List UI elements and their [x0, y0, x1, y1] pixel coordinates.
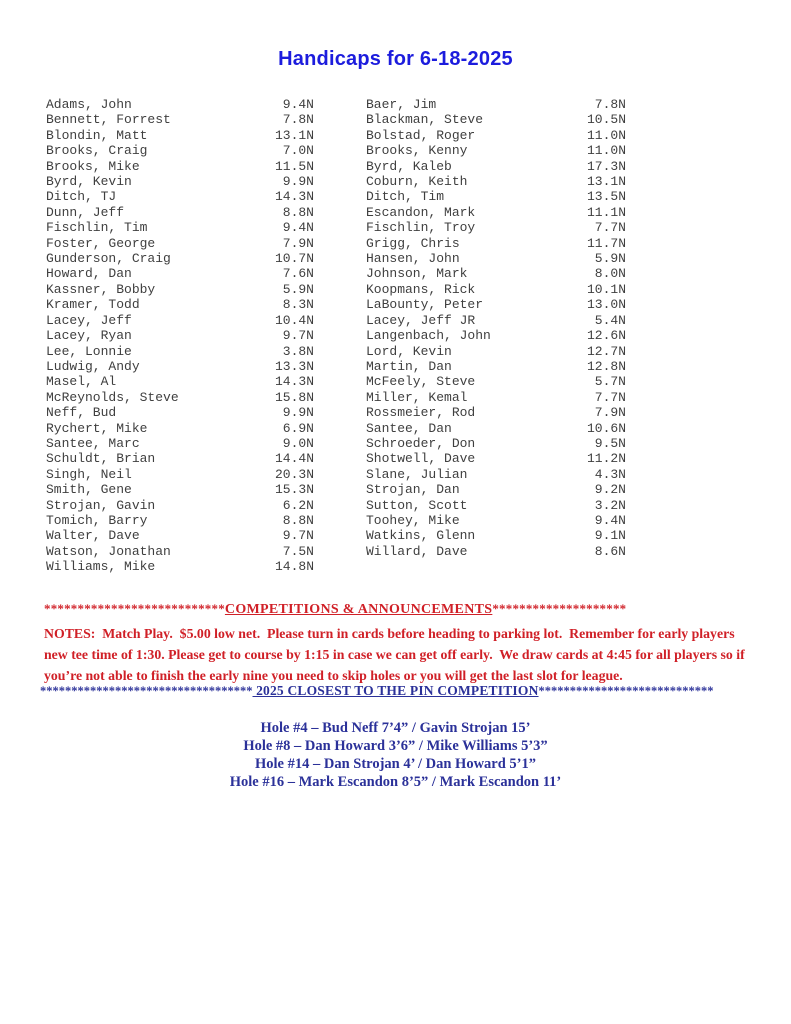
handicap-row	[46, 143, 314, 158]
player-name: Baer, Jim	[366, 97, 437, 112]
handicap-column-right	[366, 97, 626, 575]
handicap-row	[46, 421, 314, 436]
handicap-value: 8.8N	[282, 512, 314, 528]
player-name: Shotwell, Dave	[366, 451, 476, 467]
handicap-row	[46, 390, 314, 405]
handicap-row	[46, 482, 314, 497]
pin-result-line: Hole #8 – Dan Howard 3’6” / Mike Williams 5’3”	[243, 738, 548, 754]
player-name: Slane, Julian	[366, 466, 468, 482]
handicap-row	[366, 482, 626, 497]
player-name: Fischlin, Tim	[46, 220, 148, 236]
handicap-row	[366, 528, 626, 543]
handicap-row	[366, 128, 626, 143]
handicap-row	[46, 189, 314, 204]
pin-result-line: Hole #14 – Dan Strojan 4’ / Dan Howard 5’1”	[254, 756, 536, 772]
handicap-value: 8.0N	[594, 266, 626, 282]
notes-paragraph: NOTES: Match Play. $5.00 low net. Please turn in cards before heading to parking lot. Remember for early players new tee time of 1:30. Please get to course by 1:15 in case we can get off early. We draw cards at 4:45 for all players so if you’re not able to finish the early nine you need to skip holes or you will get the last slot for league.	[44, 626, 749, 683]
handicap-row	[46, 498, 314, 513]
handicap-value: 4.3N	[594, 466, 626, 482]
handicap-row	[366, 328, 626, 343]
handicap-row	[46, 374, 314, 389]
handicap-value: 10.1N	[586, 281, 626, 297]
handicap-value: 9.4N	[282, 220, 314, 236]
handicap-value: 13.5N	[586, 189, 626, 205]
stars-right: ********************	[492, 601, 627, 616]
pin-competition-heading: 2025 CLOSEST TO THE PIN COMPETITION	[252, 683, 539, 698]
player-name: McFeely, Steve	[366, 374, 476, 390]
handicap-value: 6.9N	[282, 420, 314, 436]
handicap-value: 5.7N	[594, 374, 626, 390]
player-name: Ditch, Tim	[366, 189, 445, 205]
handicap-row	[46, 405, 314, 420]
player-name: Singh, Neil	[46, 466, 132, 482]
handicap-row	[46, 97, 314, 112]
handicap-row	[46, 451, 314, 466]
player-name: Byrd, Kaleb	[366, 158, 452, 174]
handicap-value: 20.3N	[274, 466, 314, 482]
handicap-row	[46, 251, 314, 266]
handicap-row	[366, 174, 626, 189]
handicap-value: 9.2N	[594, 482, 626, 498]
player-name: Lee, Lonnie	[46, 343, 132, 359]
handicap-row	[46, 159, 314, 174]
handicap-row	[366, 421, 626, 436]
player-name: McReynolds, Steve	[46, 389, 179, 405]
handicap-row	[46, 282, 314, 297]
player-name: Strojan, Dan	[366, 482, 460, 498]
handicap-value: 7.9N	[594, 405, 626, 421]
handicap-row	[366, 97, 626, 112]
handicap-row	[46, 344, 314, 359]
handicap-row	[366, 251, 626, 266]
handicap-row	[366, 544, 626, 559]
stars-left: **********************************	[40, 684, 253, 698]
player-name: Ditch, TJ	[46, 189, 117, 205]
handicap-row	[366, 112, 626, 127]
handicap-value: 12.7N	[586, 343, 626, 359]
handicap-value: 7.7N	[594, 220, 626, 236]
handicap-row	[46, 297, 314, 312]
handicap-value: 9.9N	[282, 405, 314, 421]
player-name: Fischlin, Troy	[366, 220, 476, 236]
handicap-value: 5.4N	[594, 312, 626, 328]
player-name: Schroeder, Don	[366, 435, 476, 451]
player-name: Lord, Kevin	[366, 343, 452, 359]
handicap-value: 10.4N	[274, 312, 314, 328]
handicap-row	[46, 328, 314, 343]
player-name: LaBounty, Peter	[366, 297, 484, 313]
handicap-row	[46, 174, 314, 189]
handicap-value: 3.2N	[594, 497, 626, 513]
handicap-value: 9.0N	[282, 435, 314, 451]
handicap-row	[46, 436, 314, 451]
handicap-value: 15.8N	[274, 389, 314, 405]
competitions-section	[44, 601, 758, 686]
player-name: Tomich, Barry	[46, 512, 148, 528]
stars-left: ***************************	[44, 601, 225, 616]
handicap-value: 8.8N	[282, 204, 314, 220]
handicap-row	[366, 282, 626, 297]
handicap-row	[366, 390, 626, 405]
handicap-row	[366, 189, 626, 204]
handicap-row	[366, 159, 626, 174]
handicap-value: 14.4N	[274, 451, 314, 467]
player-name: Neff, Bud	[46, 405, 117, 421]
player-name: Strojan, Gavin	[46, 497, 156, 513]
player-name: Rychert, Mike	[46, 420, 148, 436]
player-name: Byrd, Kevin	[46, 174, 132, 190]
handicap-value: 10.6N	[586, 420, 626, 436]
player-name: Lacey, Jeff	[46, 312, 132, 328]
handicap-row	[46, 359, 314, 374]
handicap-value: 13.1N	[274, 127, 314, 143]
player-name: Johnson, Mark	[366, 266, 468, 282]
handicap-row	[366, 205, 626, 220]
handicap-row	[366, 344, 626, 359]
handicap-row	[366, 498, 626, 513]
handicap-value: 9.1N	[594, 528, 626, 544]
player-name: Lacey, Jeff JR	[366, 312, 476, 328]
handicap-row	[46, 528, 314, 543]
player-name: Coburn, Keith	[366, 174, 468, 190]
competitions-heading: COMPETITIONS & ANNOUNCEMENTS	[224, 602, 493, 617]
player-name: Williams, Mike	[46, 559, 156, 575]
player-name: Watson, Jonathan	[46, 543, 171, 559]
player-name: Brooks, Craig	[46, 143, 148, 159]
handicap-row	[366, 467, 626, 482]
handicap-value: 9.7N	[282, 528, 314, 544]
handicap-value: 11.0N	[586, 127, 626, 143]
handicap-row	[46, 266, 314, 281]
pin-result-line: Hole #4 – Bud Neff 7’4” / Gavin Strojan 15’	[260, 720, 531, 736]
handicap-row	[46, 467, 314, 482]
player-name: Brooks, Mike	[46, 158, 140, 174]
handicap-row	[46, 544, 314, 559]
player-name: Blackman, Steve	[366, 112, 484, 128]
pin-results	[0, 719, 791, 791]
pin-result-line: Hole #16 – Mark Escandon 8’5” / Mark Escandon 11’	[229, 774, 562, 790]
handicap-value: 8.6N	[594, 543, 626, 559]
player-name: Bolstad, Roger	[366, 127, 476, 143]
handicap-value: 9.5N	[594, 435, 626, 451]
player-name: Masel, Al	[46, 374, 117, 390]
handicap-value: 9.4N	[594, 512, 626, 528]
player-name: Toohey, Mike	[366, 512, 460, 528]
player-name: Santee, Dan	[366, 420, 452, 436]
handicap-value: 10.7N	[274, 251, 314, 267]
player-name: Lacey, Ryan	[46, 328, 132, 344]
handicap-value: 7.7N	[594, 389, 626, 405]
handicap-row	[46, 559, 314, 574]
handicap-row	[366, 436, 626, 451]
handicap-value: 11.5N	[274, 158, 314, 174]
player-name: Smith, Gene	[46, 482, 132, 498]
handicap-value: 7.8N	[282, 112, 314, 128]
player-name: Willard, Dave	[366, 543, 468, 559]
handicap-value: 5.9N	[594, 251, 626, 267]
handicap-row	[46, 220, 314, 235]
player-name: Rossmeier, Rod	[366, 405, 476, 421]
handicap-row	[366, 405, 626, 420]
player-name: Gunderson, Craig	[46, 251, 171, 267]
handicap-row	[366, 143, 626, 158]
handicap-value: 12.6N	[586, 328, 626, 344]
handicap-value: 13.0N	[586, 297, 626, 313]
player-name: Kassner, Bobby	[46, 281, 156, 297]
player-name: Dunn, Jeff	[46, 204, 125, 220]
player-name: Walter, Dave	[46, 528, 140, 544]
player-name: Adams, John	[46, 97, 132, 112]
handicap-value: 7.9N	[282, 235, 314, 251]
player-name: Santee, Marc	[46, 435, 140, 451]
handicap-value: 14.3N	[274, 374, 314, 390]
player-name: Foster, George	[46, 235, 156, 251]
handicap-row	[46, 313, 314, 328]
handicap-value: 13.1N	[586, 174, 626, 190]
page-title: Handicaps for 6-18-2025	[278, 48, 513, 70]
handicap-value: 7.6N	[282, 266, 314, 282]
player-name: Blondin, Matt	[46, 127, 148, 143]
player-name: Grigg, Chris	[366, 235, 460, 251]
handicap-row	[366, 236, 626, 251]
handicap-value: 9.4N	[282, 97, 314, 112]
player-name: Ludwig, Andy	[46, 358, 140, 374]
handicap-list	[46, 97, 626, 575]
stars-right: ****************************	[538, 684, 714, 698]
handicap-row	[46, 513, 314, 528]
handicap-value: 11.7N	[586, 235, 626, 251]
handicap-value: 6.2N	[282, 497, 314, 513]
player-name: Brooks, Kenny	[366, 143, 468, 159]
player-name: Sutton, Scott	[366, 497, 468, 513]
player-name: Martin, Dan	[366, 358, 452, 374]
handicap-row	[366, 313, 626, 328]
player-name: Miller, Kemal	[366, 389, 468, 405]
handicap-row	[46, 236, 314, 251]
handicap-row	[366, 297, 626, 312]
handicap-row	[46, 205, 314, 220]
handicap-column-left	[46, 97, 314, 575]
handicap-value: 11.2N	[586, 451, 626, 467]
handicap-row	[366, 451, 626, 466]
handicap-value: 7.8N	[594, 97, 626, 112]
handicap-row	[46, 128, 314, 143]
player-name: Howard, Dan	[46, 266, 132, 282]
handicap-value: 8.3N	[282, 297, 314, 313]
handicap-value: 3.8N	[282, 343, 314, 359]
handicap-row	[366, 359, 626, 374]
handicap-value: 11.1N	[586, 204, 626, 220]
player-name: Escandon, Mark	[366, 204, 476, 220]
player-name: Hansen, John	[366, 251, 460, 267]
handicap-value: 14.8N	[274, 559, 314, 575]
handicap-value: 11.0N	[586, 143, 626, 159]
player-name: Koopmans, Rick	[366, 281, 476, 297]
handicap-row	[366, 266, 626, 281]
handicap-value: 10.5N	[586, 112, 626, 128]
competitions-heading-line	[44, 601, 758, 618]
handicap-value: 7.0N	[282, 143, 314, 159]
handicap-value: 7.5N	[282, 543, 314, 559]
handicap-value: 13.3N	[274, 358, 314, 374]
handicap-row	[46, 112, 314, 127]
player-name: Bennett, Forrest	[46, 112, 171, 128]
handicap-value: 17.3N	[586, 158, 626, 174]
handicap-value: 5.9N	[282, 281, 314, 297]
handicap-row	[366, 220, 626, 235]
handicap-row	[366, 513, 626, 528]
handicap-value: 9.9N	[282, 174, 314, 190]
player-name: Schuldt, Brian	[46, 451, 156, 467]
handicap-value: 9.7N	[282, 328, 314, 344]
handicap-value: 14.3N	[274, 189, 314, 205]
handicap-row	[366, 374, 626, 389]
pin-competition-heading-line	[40, 683, 760, 699]
player-name: Langenbach, John	[366, 328, 491, 344]
player-name: Watkins, Glenn	[366, 528, 476, 544]
handicap-value: 15.3N	[274, 482, 314, 498]
player-name: Kramer, Todd	[46, 297, 140, 313]
handicap-value: 12.8N	[586, 358, 626, 374]
